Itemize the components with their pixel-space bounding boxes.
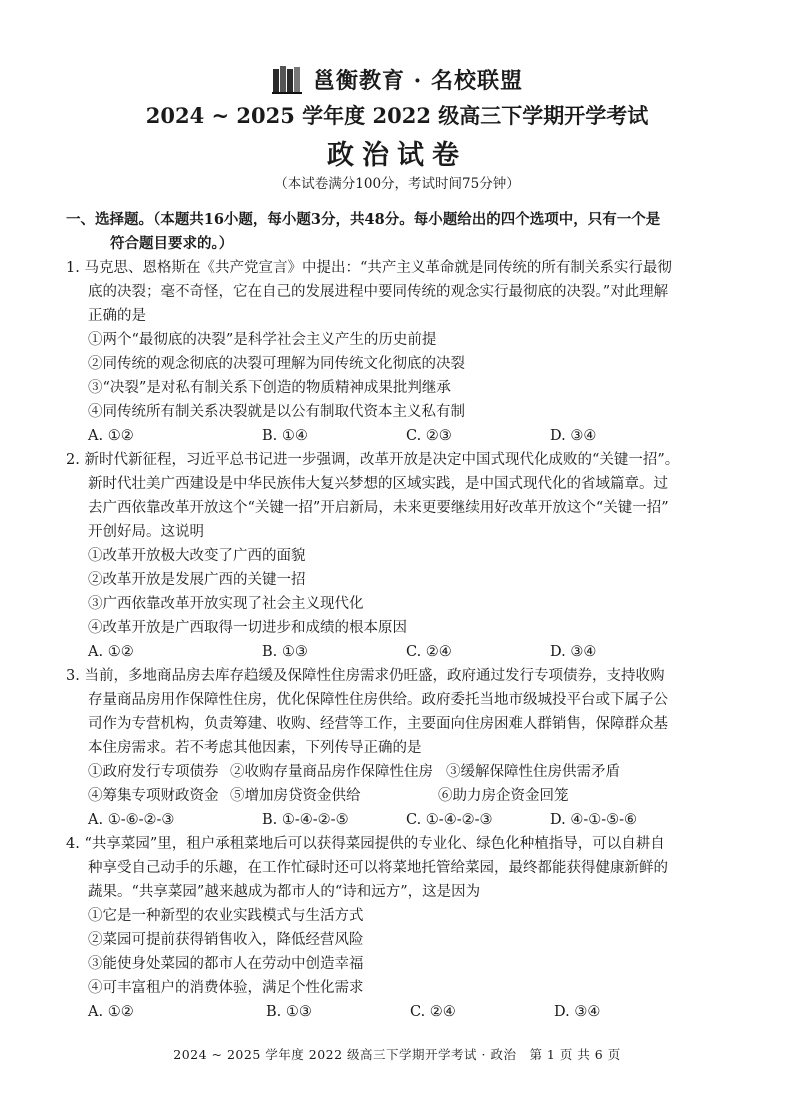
q4-option-2: ②菜园可提前获得销售收入，降低经营风险 — [88, 932, 364, 948]
q3-stem-line-4: 本住房需求。若不考虑其他因素，下列传导正确的是 — [88, 740, 422, 756]
q3-option-6: ⑥助力房企资金回笼 — [438, 788, 569, 804]
q3-option-5: ⑤增加房贷资金供给 — [230, 788, 361, 804]
q3-choices — [88, 808, 728, 832]
q3-choice-d: D. ④-①-⑤-⑥ — [550, 812, 638, 828]
q2-stem-line-2: 新时代壮美广西建设是中华民族伟大复兴梦想的区域实践，是中国式现代化的省域篇章。过 — [88, 476, 668, 492]
q1-choice-d: D. ③④ — [550, 428, 597, 444]
q3-stem-line-2: 存量商品房用作保障性住房，优化保障性住房供给。政府委托当地市级城投平台或下属子公 — [88, 692, 668, 708]
page-footer: 2024 ~ 2025 学年度 2022 级高三下学期开学考试 · 政治 第 1 页 共 6 页 — [173, 1047, 621, 1062]
q2-option-2: ②改革开放是发展广西的关键一招 — [88, 572, 306, 588]
q3-stem-line-1: 3. 当前，多地商品房去库存趋缓及保障性住房需求仍旺盛，政府通过发行专项债券，支持收购 — [66, 668, 665, 684]
q1-option-1: ①两个“最彻底的决裂”是科学社会主义产生的历史前提 — [88, 332, 437, 348]
q3-stem-line-3: 司作为专营机构，负责筹建、收购、经营等工作，主要面向住房困难人群销售，保障群众基 — [88, 716, 668, 732]
section-heading-line-1: 一、选择题。（本题共16小题，每小题3分，共48分。每小题给出的四个选项中，只有一个是 — [66, 211, 661, 228]
q2-stem-line-4: 开创好局。这说明 — [88, 524, 204, 540]
q2-stem-line-1: 2. 新时代新征程，习近平总书记进一步强调，改革开放是决定中国式现代化成败的“关键一招”。 — [66, 452, 680, 468]
q4-choice-a: A. ①② — [88, 1004, 134, 1020]
exam-note: （本试卷满分100分，考试时间75分钟） — [274, 176, 520, 192]
books-icon — [271, 63, 303, 95]
brand-header — [0, 62, 794, 96]
q4-stem-line-3: 蔬果。“共享菜园”越来越成为都市人的“诗和远方”，这是因为 — [88, 884, 481, 900]
q4-choice-c: C. ②④ — [410, 1004, 456, 1020]
q1-option-3: ③“决裂”是对私有制关系下创造的物质精神成果批判继承 — [88, 380, 451, 396]
q3-choice-c: C. ①-④-②-③ — [406, 812, 493, 828]
q3-option-2: ②收购存量商品房作保障性住房 — [230, 764, 433, 780]
q3-choice-a: A. ①-⑥-②-③ — [88, 812, 175, 828]
section-heading — [66, 208, 736, 256]
q4-option-1: ①它是一种新型的农业实践模式与生活方式 — [88, 908, 364, 924]
q2-option-1: ①改革开放极大改变了广西的面貌 — [88, 548, 306, 564]
q2-option-4: ④改革开放是广西取得一切进步和成绩的根本原因 — [88, 620, 407, 636]
brand-name: 邕衡教育 · 名校联盟 — [313, 67, 523, 94]
q4-choice-d: D. ③④ — [554, 1004, 601, 1020]
q1-choice-b: B. ①④ — [262, 428, 308, 444]
q1-choice-c: C. ②③ — [406, 428, 452, 444]
q3-choice-b: B. ①-④-②-⑤ — [262, 812, 349, 828]
q2-stem-line-3: 去广西依靠改革开放这个“关键一招”开启新局，未来更要继续用好改革开放这个“关键一招” — [88, 500, 669, 516]
q2-choice-c: C. ②④ — [406, 644, 452, 660]
q2-choices — [88, 640, 728, 664]
q3-option-1: ①政府发行专项债券 — [88, 764, 219, 780]
q1-option-2: ②同传统的观念彻底的决裂可理解为同传统文化彻底的决裂 — [88, 356, 465, 372]
q1-stem-line-2: 底的决裂；毫不奇怪，它在自己的发展进程中要同传统的观念实行最彻底的决裂。”对此理解 — [88, 284, 669, 300]
q3-option-3: ③缓解保障性住房供需矛盾 — [446, 764, 620, 780]
section-heading-line-2: 符合题目要求的。） — [110, 235, 234, 252]
q4-option-3: ③能使身处菜园的都市人在劳动中创造幸福 — [88, 956, 364, 972]
q2-choice-b: B. ①③ — [262, 644, 308, 660]
subject-title: 政治试卷 — [327, 140, 467, 171]
q3-option-4: ④筹集专项财政资金 — [88, 788, 219, 804]
q2-choice-d: D. ③④ — [550, 644, 597, 660]
exam-title: 2024 ~ 2025 学年度 2022 级高三下学期开学考试 — [145, 103, 649, 128]
q4-option-4: ④可丰富租户的消费体验，满足个性化需求 — [88, 980, 364, 996]
q1-stem-line-3: 正确的是 — [88, 308, 146, 324]
q4-choices — [88, 1000, 728, 1024]
q1-choices — [88, 424, 728, 448]
q1-option-4: ④同传统所有制关系决裂就是以公有制取代资本主义私有制 — [88, 404, 465, 420]
q3-options-row-2 — [88, 784, 728, 808]
q1-choice-a: A. ①② — [88, 428, 134, 444]
q1-stem-line-1: 1. 马克思、恩格斯在《共产党宣言》中提出：“共产主义革命就是同传统的所有制关系实行最彻 — [66, 260, 672, 276]
q2-option-3: ③广西依靠改革开放实现了社会主义现代化 — [88, 596, 364, 612]
q4-choice-b: B. ①③ — [266, 1004, 312, 1020]
q2-choice-a: A. ①② — [88, 644, 134, 660]
q3-options-row-1 — [88, 760, 728, 784]
q4-stem-line-1: 4. “共享菜园”里，租户承租菜地后可以获得菜园提供的专业化、绿色化种植指导，可以自耕自 — [66, 836, 665, 852]
q4-stem-line-2: 种享受自己动手的乐趣，在工作忙碌时还可以将菜地托管给菜园，最终都能获得健康新鲜的 — [88, 860, 668, 876]
